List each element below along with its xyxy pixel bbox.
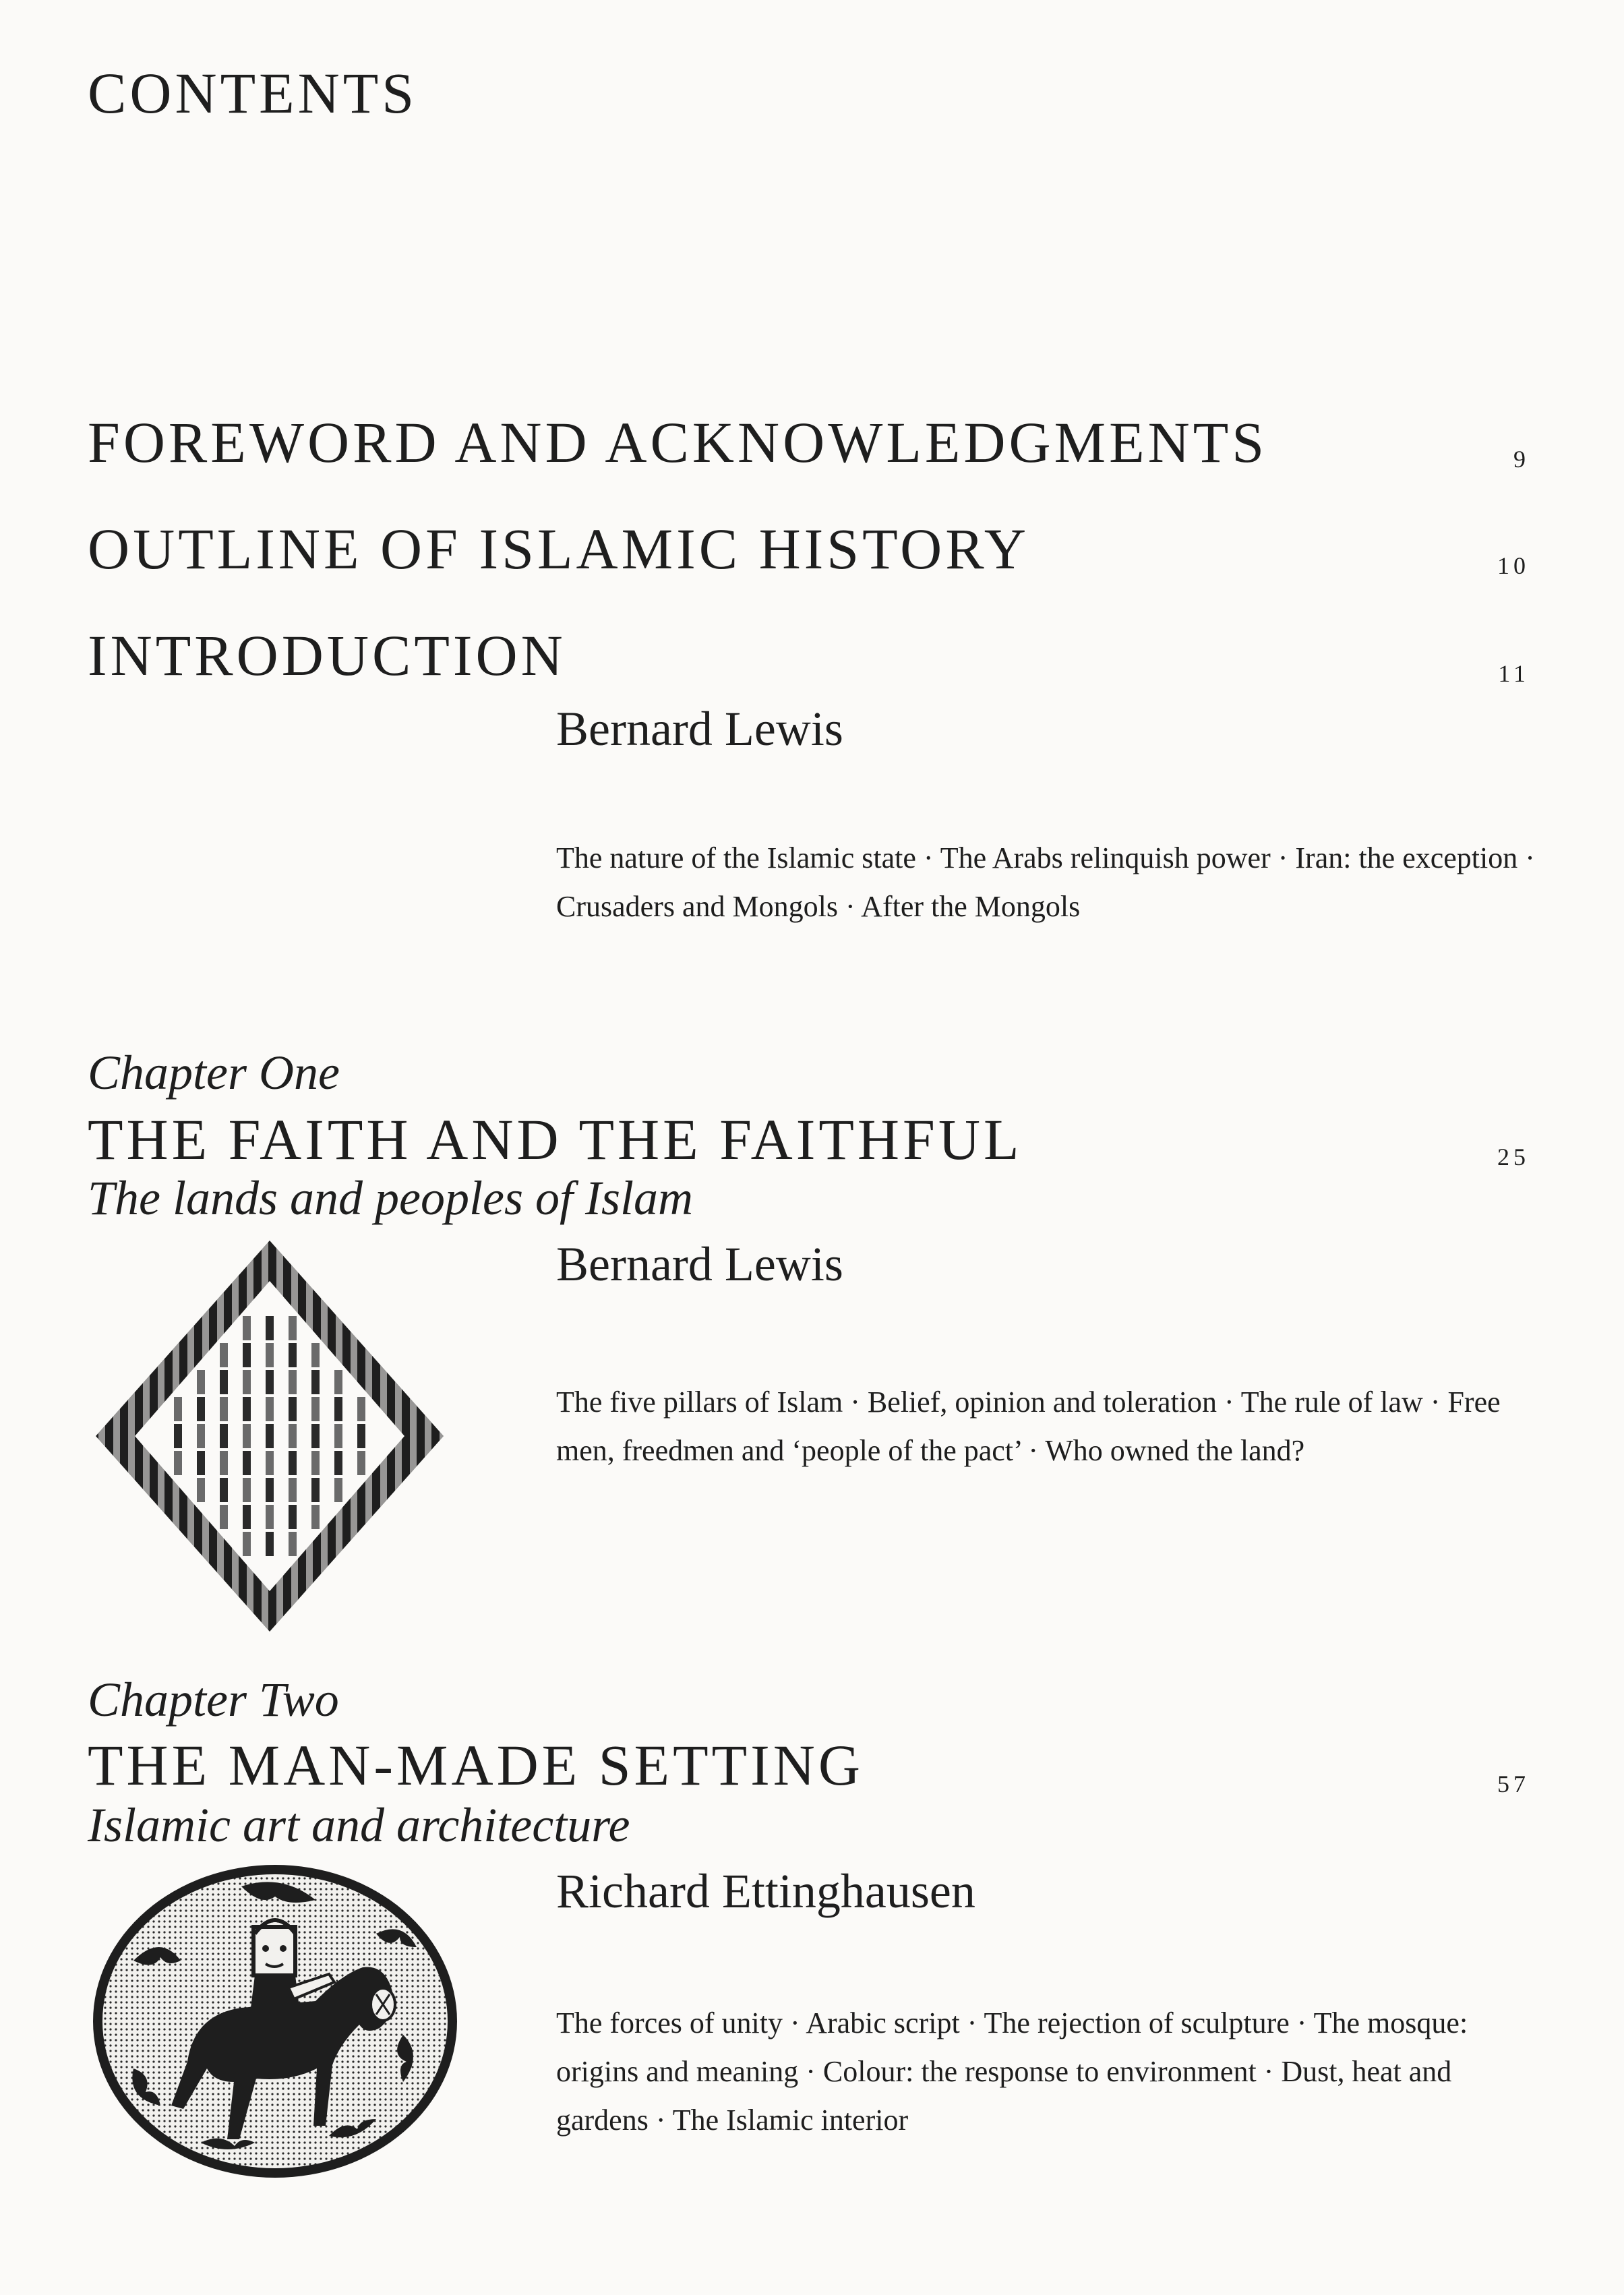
toc-entry-outline-page: 10 [1497,552,1530,579]
toc-entry-outline-title[interactable]: OUTLINE OF ISLAMIC HISTORY [88,516,1029,581]
chapter-two-summary: The forces of unity · Arabic script · The rejection of sculpture · The mosque: origins and meaning · Colour: the response to environment · Dust, heat and gardens · The Islamic interior [556,2006,1468,2137]
horseman-plate-ornament [86,1859,464,2183]
diamond-lattice-ornament [88,1234,452,1638]
chapter-one-summary: The five pillars of Islam · Belief, opinion and toleration · The rule of law · Free men, freedmen and ‘people of the pact’ · Who owned the land? [556,1385,1501,1467]
introduction-author: Bernard Lewis [556,702,843,756]
page-heading: CONTENTS [88,61,418,125]
chapter-one-author: Bernard Lewis [556,1237,843,1291]
chapter-one-title[interactable]: THE FAITH AND THE FAITHFUL [88,1107,1023,1172]
toc-entry-foreword-page: 9 [1513,446,1530,473]
toc-entry-introduction-page: 11 [1498,660,1530,687]
chapter-two-author: Richard Ettinghausen [556,1864,975,1918]
chapter-two-label: Chapter Two [88,1673,339,1727]
chapter-one-label: Chapter One [88,1046,340,1100]
chapter-two-subtitle: Islamic art and architecture [88,1798,630,1852]
chapter-one-subtitle: The lands and peoples of Islam [88,1171,693,1225]
chapter-two-page: 57 [1497,1770,1530,1797]
toc-entry-foreword-title[interactable]: FOREWORD AND ACKNOWLEDGMENTS [88,410,1268,475]
chapter-two-title[interactable]: THE MAN-MADE SETTING [88,1733,864,1797]
introduction-summary: The nature of the Islamic state · The Arabs relinquish power · Iran: the exception · Crusaders and Mongols · After the Mongols [556,841,1535,923]
chapter-one-page: 25 [1497,1143,1530,1170]
toc-entry-introduction-title[interactable]: INTRODUCTION [88,623,566,688]
